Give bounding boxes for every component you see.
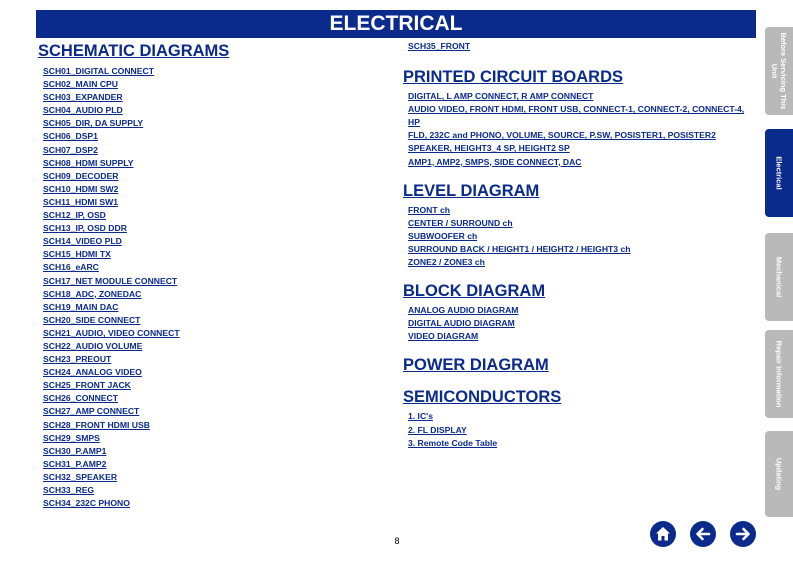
schematic-link[interactable]: SCH03_EXPANDER	[43, 92, 123, 103]
schematic-link[interactable]: SCH11_HDMI SW1	[43, 196, 118, 207]
schematic-link[interactable]: SCH22_AUDIO VOLUME	[43, 340, 143, 351]
home-button[interactable]	[650, 521, 676, 547]
schematic-link[interactable]: SCH14_VIDEO PLD	[43, 236, 122, 247]
schematic-link[interactable]: SCH24_ANALOG VIDEO	[43, 367, 142, 378]
schematic-link[interactable]: SCH26_CONNECT	[43, 393, 118, 404]
tab-label: Mechanical	[774, 256, 784, 298]
schematic-link[interactable]: SCH30_P.AMP1	[43, 445, 107, 456]
schematic-link[interactable]: SCH02_MAIN CPU	[43, 79, 118, 90]
arrow-right-icon	[730, 521, 756, 547]
semiconductor-link[interactable]: 1. IC's	[408, 411, 433, 422]
pcb-link[interactable]: DIGITAL, L AMP CONNECT, R AMP CONNECT	[408, 91, 594, 102]
home-icon	[650, 521, 676, 547]
block-diagram-link[interactable]: DIGITAL AUDIO DIAGRAM	[408, 318, 515, 329]
schematic-link[interactable]: SCH13_IP, OSD DDR	[43, 223, 127, 234]
schematic-link[interactable]: SCH04_AUDIO PLD	[43, 105, 123, 116]
power-diagram-heading[interactable]: POWER DIAGRAM	[403, 356, 549, 375]
tab-label: Updating	[774, 457, 784, 491]
schematic-link[interactable]: SCH28_FRONT HDMI USB	[43, 419, 150, 430]
arrow-left-icon	[690, 521, 716, 547]
schematic-link[interactable]: SCH15_HDMI TX	[43, 249, 111, 260]
level-list	[403, 204, 758, 269]
tab-label: Repair Information	[774, 340, 784, 408]
semiconductor-link[interactable]: 2. FL DISPLAY	[408, 424, 467, 435]
schematic-link[interactable]: SCH16_eARC	[43, 262, 99, 273]
block-diagram-link[interactable]: VIDEO DIAGRAM	[408, 331, 479, 342]
schematic-link[interactable]: SCH05_DIR, DA SUPPLY	[43, 118, 144, 129]
level-diagram-link[interactable]: CENTER / SURROUND ch	[408, 217, 513, 228]
level-section	[403, 182, 758, 269]
pcb-link[interactable]: AMP1, AMP2, SMPS, SIDE CONNECT, DAC	[408, 156, 582, 167]
schematic-link[interactable]: SCH19_MAIN DAC	[43, 301, 119, 312]
schematic-link[interactable]: SCH17_NET MODULE CONNECT	[43, 275, 178, 286]
block-diagram-heading[interactable]: BLOCK DIAGRAM	[403, 282, 546, 301]
tab-label: Electrical	[774, 156, 784, 190]
page-title: ELECTRICAL	[36, 10, 756, 38]
level-diagram-heading[interactable]: LEVEL DIAGRAM	[403, 181, 540, 200]
block-diagram-link[interactable]: ANALOG AUDIO DIAGRAM	[408, 305, 519, 316]
schematic-section	[38, 42, 378, 510]
pcb-link[interactable]: FLD, 232C and PHONO, VOLUME, SOURCE, P.SW, POSISTER1, POSISTER2	[408, 130, 716, 141]
schematic-link[interactable]: SCH31_P.AMP2	[43, 458, 107, 469]
schematic-link[interactable]: SCH25_FRONT JACK	[43, 380, 131, 391]
schematic-link[interactable]: SCH34_232C PHONO	[43, 498, 130, 509]
schematic-link[interactable]: SCH27_AMP CONNECT	[43, 406, 140, 417]
tab-electrical[interactable]	[765, 129, 793, 217]
pcb-link[interactable]: AUDIO VIDEO, FRONT HDMI, FRONT USB, CONNECT-1, CONNECT-2, CONNECT-4, HP	[408, 104, 745, 128]
tab-before-servicing[interactable]	[765, 27, 793, 115]
pcb-section	[403, 68, 758, 169]
schematic-continued-link[interactable]: SCH35_FRONT	[408, 41, 471, 51]
previous-page-button[interactable]	[690, 521, 716, 547]
schematic-link[interactable]: SCH07_DSP2	[43, 144, 98, 155]
pcb-heading[interactable]: PRINTED CIRCUIT BOARDS	[403, 68, 624, 87]
schematic-link[interactable]: SCH12_IP, OSD	[43, 210, 106, 221]
schematic-link[interactable]: SCH06_DSP1	[43, 131, 98, 142]
schematic-link[interactable]: SCH33_REG	[43, 485, 95, 495]
schematic-link[interactable]: SCH20_SIDE CONNECT	[43, 314, 141, 325]
tab-updating[interactable]	[765, 431, 793, 517]
schematic-link[interactable]: SCH10_HDMI SW2	[43, 183, 119, 194]
semiconductors-list	[403, 410, 758, 449]
tab-label: Before Servicing This Unit	[770, 32, 788, 110]
schematic-link[interactable]: SCH21_AUDIO, VIDEO CONNECT	[43, 327, 180, 338]
schematic-diagrams-heading[interactable]: SCHEMATIC DIAGRAMS	[38, 42, 230, 60]
level-diagram-link[interactable]: FRONT ch	[408, 204, 451, 215]
semiconductors-heading[interactable]: SEMICONDUCTORS	[403, 388, 562, 407]
block-section	[403, 282, 758, 343]
schematic-link[interactable]: SCH29_SMPS	[43, 432, 100, 443]
schematic-list	[38, 65, 378, 510]
block-list	[403, 304, 758, 343]
pcb-link[interactable]: SPEAKER, HEIGHT3_4 SP, HEIGHT2 SP	[408, 143, 570, 154]
side-tabs	[765, 0, 793, 561]
schematic-link[interactable]: SCH09_DECODER	[43, 170, 119, 181]
schematic-link[interactable]: SCH18_ADC, ZONEDAC	[43, 288, 142, 299]
semiconductors-section	[403, 388, 758, 449]
schematic-link[interactable]: SCH32_SPEAKER	[43, 471, 118, 482]
level-diagram-link[interactable]: SURROUND BACK / HEIGHT1 / HEIGHT2 / HEIGHT3 ch	[408, 243, 631, 254]
level-diagram-link[interactable]: ZONE2 / ZONE3 ch	[408, 257, 485, 268]
semiconductor-link[interactable]: 3. Remote Code Table	[408, 437, 498, 448]
schematic-link[interactable]: SCH08_HDMI SUPPLY	[43, 157, 134, 168]
schematic-link[interactable]: SCH01_DIGITAL CONNECT	[43, 66, 154, 76]
page-number: 8	[394, 536, 400, 546]
next-page-button[interactable]	[730, 521, 756, 547]
tab-repair-information[interactable]	[765, 330, 793, 418]
level-diagram-link[interactable]: SUBWOOFER ch	[408, 230, 478, 241]
schematic-link[interactable]: SCH23_PREOUT	[43, 354, 112, 365]
right-column	[403, 40, 758, 463]
pcb-list	[403, 90, 758, 169]
power-section	[403, 356, 758, 375]
tab-mechanical[interactable]	[765, 233, 793, 321]
